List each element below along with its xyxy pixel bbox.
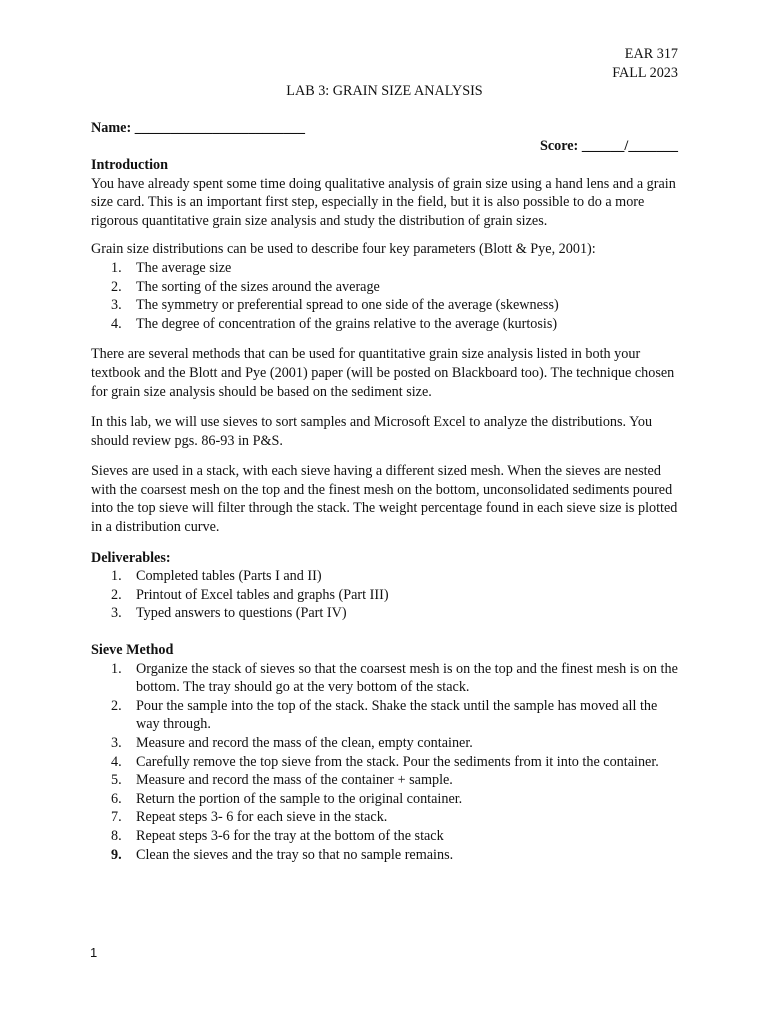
intro-paragraph-5: Sieves are used in a stack, with each sieve having a different sized mesh. When the sieves are nested with the coarsest mesh on the top and the finest mesh on the bottom, unconsolidated sediments poured into the top sieve will filter through the stack. The weight percentage found in each sieve size is plotted in a distribution curve. bbox=[91, 463, 678, 536]
score-field: Score: ______/_______ bbox=[539, 138, 678, 155]
name-field: Name: ________________________ bbox=[91, 119, 305, 136]
list-item: 3. Typed answers to questions (Part IV) bbox=[111, 605, 347, 622]
list-item: 9. Clean the sieves and the tray so that no sample remains. bbox=[111, 846, 454, 863]
page-number: 1 bbox=[90, 945, 98, 960]
list-item: 2. Printout of Excel tables and graphs (Part III) bbox=[111, 586, 389, 603]
intro-paragraph-4: In this lab, we will use sieves to sort samples and Microsoft Excel to analyze the distributions. You should review pgs. 86-93 in P&S. bbox=[91, 414, 653, 449]
intro-paragraph-2: Grain size distributions can be used to describe four key parameters (Blott & Pye, 2001): bbox=[91, 241, 596, 258]
introduction-heading: Introduction bbox=[91, 156, 168, 173]
parameters-list bbox=[91, 259, 678, 333]
list-item: 3. The symmetry or preferential spread to one side of the average (skewness) bbox=[111, 297, 559, 314]
list-item: 7. Repeat steps 3- 6 for each sieve in the stack. bbox=[111, 809, 388, 826]
deliverables-heading: Deliverables: bbox=[91, 549, 171, 566]
list-item: 1. Organize the stack of sieves so that the coarsest mesh is on the top and the finest mesh is on the bottom. The tray should go at the very bottom of the stack. bbox=[111, 660, 678, 696]
intro-paragraph-1: You have already spent some time doing qualitative analysis of grain size using a hand lens and a grain size card. This is an important first step, especially in the field, but it is also possible to do a more rigorous quantitative grain size analysis and study the distribution of grain sizes. bbox=[91, 175, 676, 229]
list-item: 1. The average size bbox=[111, 259, 232, 276]
term: FALL 2023 bbox=[612, 64, 678, 81]
page-content bbox=[91, 45, 678, 864]
sieve-steps-list bbox=[91, 660, 678, 865]
list-item: 3. Measure and record the mass of the clean, empty container. bbox=[111, 735, 473, 751]
page-title: LAB 3: GRAIN SIZE ANALYSIS bbox=[286, 83, 483, 100]
list-item: 6. Return the portion of the sample to the original container. bbox=[111, 790, 463, 807]
list-item: 2. Pour the sample into the top of the stack. Shake the stack until the sample has moved all the way through. bbox=[111, 697, 658, 733]
list-item: 5. Measure and record the mass of the container + sample. bbox=[111, 772, 453, 789]
sieve-method-heading: Sieve Method bbox=[91, 642, 174, 659]
list-item: 4. Carefully remove the top sieve from the stack. Pour the sediments from it into the container. bbox=[111, 753, 659, 770]
intro-paragraph-3: There are several methods that can be used for quantitative grain size analysis listed in both your textbook and the Blott and Pye (2001) paper (will be posted on Blackboard too). The technique chosen for grain size analysis should be based on the sediment size. bbox=[91, 346, 675, 400]
list-item: 4. The degree of concentration of the grains relative to the average (kurtosis) bbox=[111, 315, 558, 332]
deliverables-list bbox=[91, 567, 678, 623]
list-item: 2. The sorting of the sizes around the average bbox=[111, 278, 380, 295]
list-item: 8. Repeat steps 3-6 for the tray at the bottom of the stack bbox=[111, 827, 444, 844]
course-code: EAR 317 bbox=[624, 46, 678, 62]
list-item: 1. Completed tables (Parts I and II) bbox=[111, 568, 322, 585]
